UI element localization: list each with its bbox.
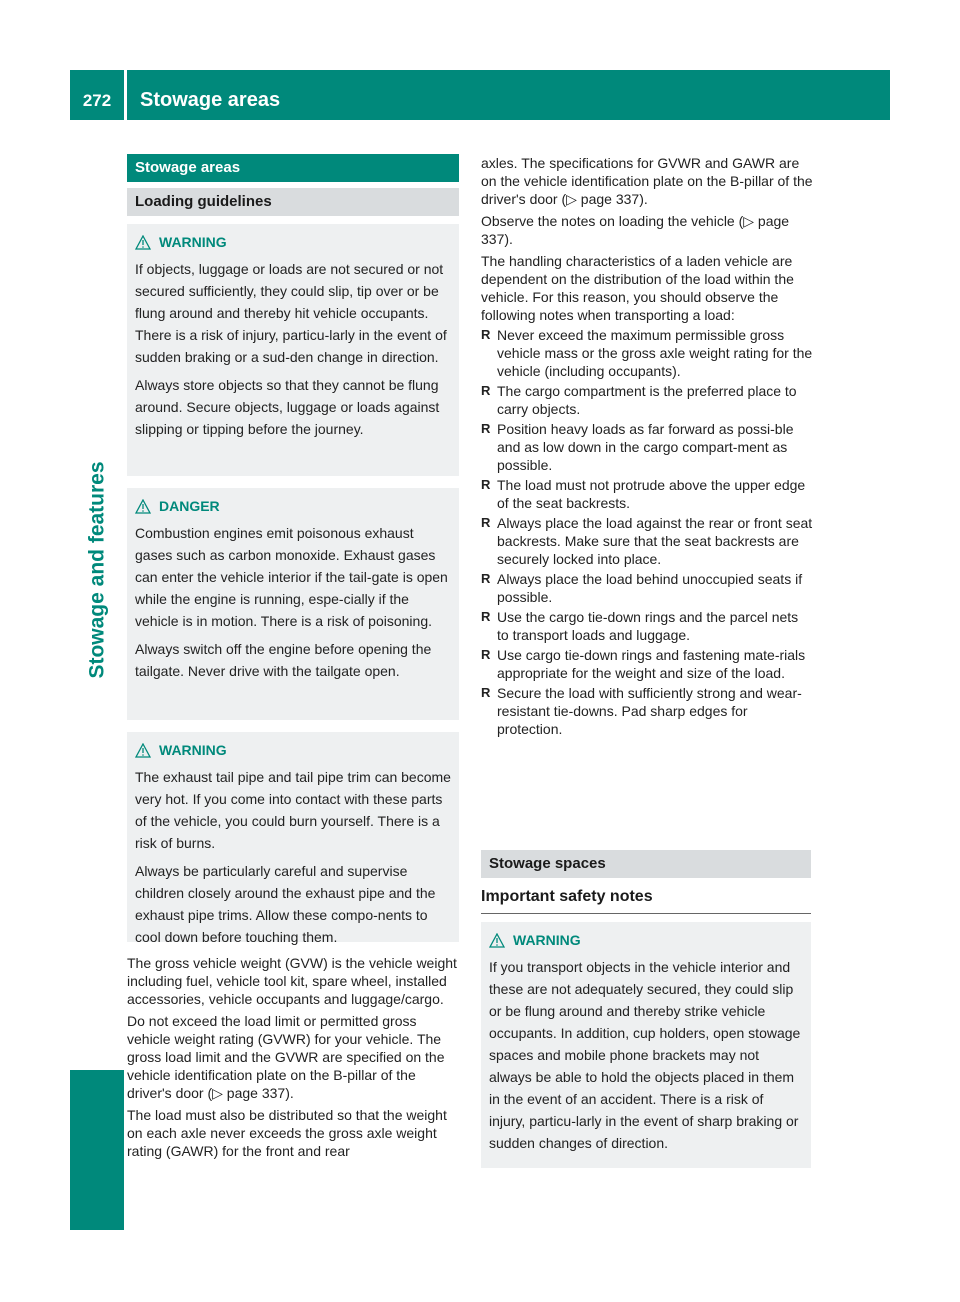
right-body-text bbox=[481, 154, 813, 738]
warning-label: WARNING bbox=[159, 234, 227, 250]
list-item: R The load must not protrude above the upper edge of the seat backrests. bbox=[481, 477, 806, 511]
list-item: R Use cargo tie-down rings and fastening mate-rials appropriate for the weight and size of the load. bbox=[481, 647, 806, 681]
warning-box-2-header bbox=[135, 738, 451, 762]
bullet-symbol: R bbox=[481, 609, 491, 624]
list-item: R Use the cargo tie-down rings and the parcel nets to transport loads and luggage. bbox=[481, 609, 799, 643]
bullet-symbol: R bbox=[481, 647, 491, 662]
warning-triangle-icon bbox=[135, 235, 151, 250]
list-item: R Always place the load behind unoccupied seats if possible. bbox=[481, 571, 803, 605]
warning-box-1-header bbox=[135, 230, 451, 254]
list-item: R Position heavy loads as far forward as possi-ble and as low down in the cargo compart-ment as possible. bbox=[481, 421, 794, 473]
bullet-symbol: R bbox=[481, 327, 491, 342]
warning-box-2 bbox=[127, 732, 459, 945]
warning-box-3 bbox=[481, 922, 811, 1168]
header-divider bbox=[124, 70, 127, 120]
warning-2-paragraph-1: The exhaust tail pipe and tail pipe trim can become very hot. If you come into contact with these parts of the vehicle, you could burn yourself. There is a risk of burns. bbox=[135, 769, 451, 851]
subsection-title-stowage-spaces: Stowage spaces bbox=[481, 850, 811, 878]
warning-triangle-icon bbox=[135, 743, 151, 758]
warning-triangle-icon bbox=[489, 933, 505, 948]
danger-paragraph-2: Always switch off the engine before opening the tailgate. Never drive with the tailgate open. bbox=[135, 641, 432, 679]
section-title-stowage-areas: Stowage areas bbox=[127, 154, 459, 182]
chapter-side-block bbox=[70, 1070, 124, 1230]
warning-1-paragraph-2: Always store objects so that they cannot be flung around. Secure objects, luggage or loads against slipping or tipping before the journey. bbox=[135, 377, 440, 437]
bullet-symbol: R bbox=[481, 421, 491, 436]
warning-box-1 bbox=[127, 224, 459, 476]
bullet-symbol: R bbox=[481, 477, 491, 492]
list-item: R Secure the load with sufficiently strong and wear-resistant tie-downs. Pad sharp edges for protection. bbox=[481, 685, 802, 737]
body-paragraph-handling: The handling characteristics of a laden vehicle are dependent on the distribution of the load within the vehicle. For this reason, you should observe the following notes when transporting a load: bbox=[481, 253, 794, 323]
loading-bullet-list bbox=[481, 326, 813, 738]
body-paragraph-axle: The load must also be distributed so that the weight on each axle never exceeds the gross axle weight rating (GAWR) for the front and rear bbox=[127, 1107, 447, 1159]
warning-1-paragraph-1: If objects, luggage or loads are not secured or not secured sufficiently, they could slip, tip over or be flung around and thereby hit vehicle occupants. There is a risk of injury, particu-larly in the event of sudden braking or a sud-den change in direction. bbox=[135, 261, 447, 365]
bullet-symbol: R bbox=[481, 515, 491, 530]
list-item: R Always place the load against the rear or front seat backrests. Make sure that the seat backrests are securely locked into place. bbox=[481, 515, 813, 567]
body-paragraph-gvwr: Do not exceed the load limit or permitted gross vehicle weight rating (GVWR) for your vehicle. The gross load limit and the GVWR are specified on the vehicle identification plate on the B-pillar of the driver's door (▷ page 337). bbox=[127, 1013, 445, 1101]
danger-box-header bbox=[135, 494, 451, 518]
warning-2-paragraph-2: Always be particularly careful and supervise children closely around the exhaust pipe and the exhaust pipe trims. Allow these compo-nents to cool down before touching them. bbox=[135, 863, 436, 945]
list-item: R Never exceed the maximum permissible gross vehicle mass or the gross axle weight rating for the vehicle (including occupants). bbox=[481, 327, 813, 379]
bullet-symbol: R bbox=[481, 685, 491, 700]
danger-label: DANGER bbox=[159, 498, 220, 514]
warning-label: WARNING bbox=[513, 932, 581, 948]
left-body-text bbox=[127, 954, 461, 1160]
chapter-side-label bbox=[80, 440, 116, 700]
warning-box-3-header bbox=[489, 928, 803, 952]
warning-label: WARNING bbox=[159, 742, 227, 758]
heading-important-safety-notes: Important safety notes bbox=[481, 888, 811, 914]
subsection-title-loading-guidelines: Loading guidelines bbox=[127, 188, 459, 216]
danger-box bbox=[127, 488, 459, 720]
body-paragraph-axles: axles. The specifications for GVWR and GAWR are on the vehicle identification plate on the B-pillar of the driver's door (▷ page 337). bbox=[481, 155, 813, 207]
body-paragraph-observe: Observe the notes on loading the vehicle (▷ page 337). bbox=[481, 213, 790, 247]
page-number: 272 bbox=[82, 91, 112, 110]
chapter-side-label-text: Stowage and features bbox=[86, 461, 109, 679]
header-title: Stowage areas bbox=[140, 89, 281, 111]
list-item: R The cargo compartment is the preferred place to carry objects. bbox=[481, 383, 797, 417]
body-paragraph-gvw: The gross vehicle weight (GVW) is the vehicle weight including fuel, vehicle tool kit, spare wheel, installed accessories, vehicle occupants and luggage/cargo. bbox=[127, 955, 457, 1007]
bullet-symbol: R bbox=[481, 383, 491, 398]
bullet-symbol: R bbox=[481, 571, 491, 586]
warning-triangle-icon bbox=[135, 499, 151, 514]
danger-paragraph-1: Combustion engines emit poisonous exhaust gases such as carbon monoxide. Exhaust gases can enter the vehicle interior if the tail-gate is open while the engine is running, espe-cially if the vehicle is in motion. There is a risk of poisoning. bbox=[135, 525, 448, 629]
warning-3-paragraph-1: If you transport objects in the vehicle interior and these are not adequately secured, they could slip or be flung around and thereby strike vehicle occupants. In addition, cup holders, open stowage spaces and mobile phone brackets may not always be able to hold the objects placed in them in the event of an accident. There is a risk of injury, particu-larly in the event of sharp braking or sudden changes of direction. bbox=[489, 959, 801, 1151]
